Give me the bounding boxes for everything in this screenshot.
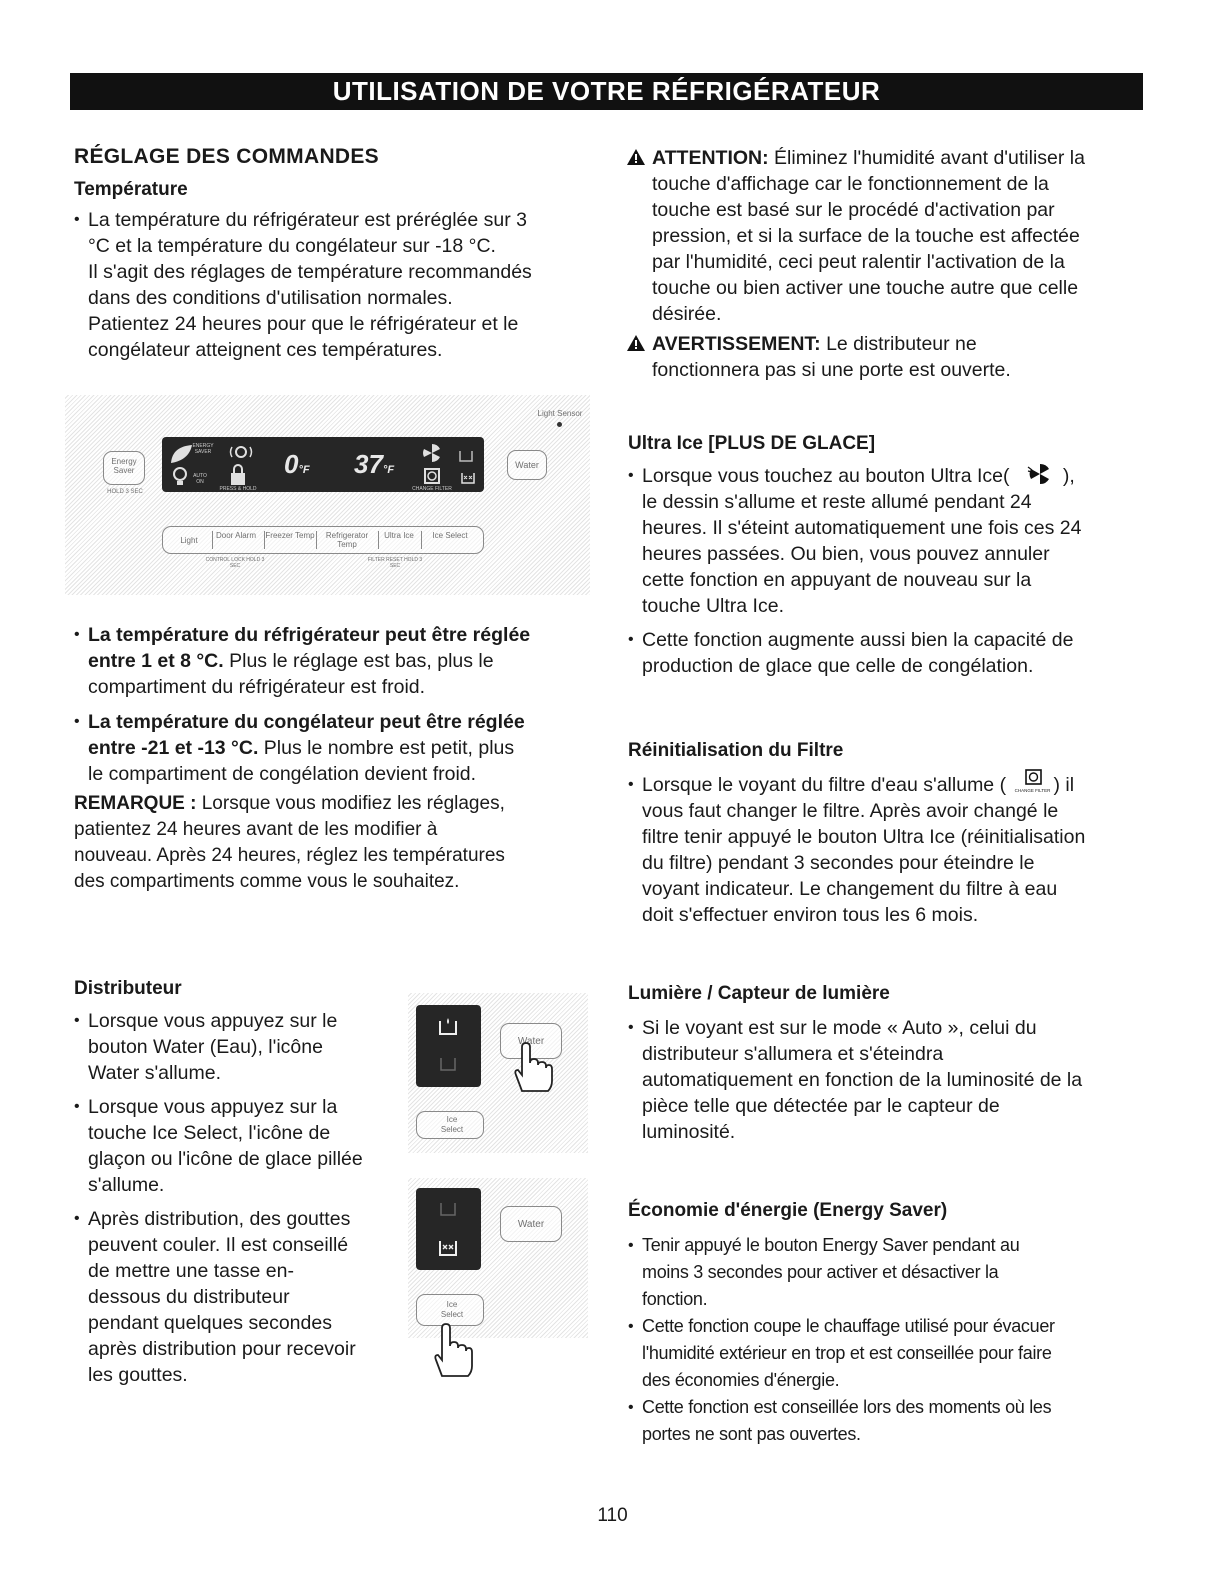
text-line: touche ou bien activer une touche autre que celle: [652, 277, 1079, 299]
text-line: des compartiments comme vous le souhaitez.: [74, 871, 460, 892]
dispenser-section: [74, 978, 394, 1388]
ultra-ice-icon: [422, 443, 442, 463]
text-line: nouveau. Après 24 heures, réglez les températures: [74, 845, 505, 866]
hold-3sec-label: HOLD 3 SEC: [107, 489, 143, 495]
text-line: Water s'allume.: [88, 1062, 222, 1084]
text-line: Il s'agit des réglages de température recommandés: [88, 261, 532, 283]
text-line: touche est basé sur le procédé d'activation par: [652, 199, 1055, 221]
list-item: [628, 772, 1158, 798]
remark-paragraph: [74, 791, 604, 817]
text-line: pendant quelques secondes: [88, 1312, 332, 1334]
warning-label: AVERTISSEMENT:: [652, 333, 821, 355]
filter-reset-label: FILTER RESET HOLD 3 SEC: [367, 557, 423, 569]
ultra-ice-icon: [1027, 463, 1053, 485]
list-item: • Lorsque vous appuyez sur la: [74, 1094, 394, 1120]
filter-reset-list: [628, 772, 1158, 928]
text-line: après distribution pour recevoir: [88, 1338, 356, 1360]
change-filter-icon: [423, 467, 441, 485]
light-sensor-label: Light Sensor: [537, 409, 583, 418]
list-item: • Cette fonction augmente aussi bien la capacité de: [628, 627, 1158, 653]
energy-saver-leaf-icon: [168, 443, 194, 465]
text-line: automatiquement en fonction de la luminosité de la: [642, 1069, 1083, 1091]
ultra-ice-title: Ultra Ice [PLUS DE GLACE]: [628, 433, 876, 454]
energy-saver-section: [628, 1200, 1158, 1448]
press-hold-label: PRESS & HOLD: [219, 486, 257, 492]
text-line: touche Ultra Ice.: [642, 595, 784, 617]
button-divider: [316, 531, 317, 549]
temperature-title: Température: [74, 179, 188, 200]
text-line: Patientez 24 heures pour que le réfrigérateur et le: [88, 313, 519, 335]
dispenser-icon-block: [416, 1005, 481, 1087]
section-title: RÉGLAGE DES COMMANDES: [74, 145, 379, 168]
freezer-range-item: [74, 709, 604, 735]
light-button[interactable]: Light: [180, 536, 198, 545]
freezer-range-rest: Plus le nombre est petit, plus: [258, 737, 515, 759]
list-item: • Cette fonction est conseillée lors des moments où les: [628, 1394, 1158, 1421]
dispenser-illustration-ice: [408, 1178, 588, 1338]
text-line: par l'humidité, ceci peut ralentir l'activation de la: [652, 251, 1065, 273]
text-line: pièce telle que détectée par le capteur de: [642, 1095, 1000, 1117]
dispenser-illustration-water: [408, 993, 588, 1153]
text-line: désirée.: [652, 303, 722, 325]
water-button-label: Water: [517, 1036, 545, 1047]
crushed-ice-icon: [460, 469, 476, 485]
water-button-label: Water: [515, 460, 539, 470]
change-filter-label: CHANGE FILTER: [412, 486, 452, 492]
text-line: le dessin s'allume et reste allumé pendant 24: [642, 491, 1032, 513]
text-line: pression, et si la surface de la touche est affectée: [652, 225, 1080, 247]
page-number: 110: [597, 1505, 628, 1526]
freezer-temp-value: 37: [354, 449, 383, 479]
energy-saver-label: Energy Saver: [111, 457, 137, 475]
list-item: • Lorsque vous appuyez sur le: [74, 1008, 394, 1034]
text-line: dessous du distributeur: [88, 1286, 290, 1308]
list-item: • La température du réfrigérateur est préréglée sur 3: [74, 207, 594, 233]
page-banner: UTILISATION DE VOTRE RÉFRIGÉRATEUR: [70, 73, 1143, 110]
freezer-temp-unit: °F: [382, 464, 395, 476]
text-line: heures. Il s'éteint automatiquement une fois ces 24: [642, 517, 1082, 539]
button-divider: [264, 531, 265, 549]
text-line: les gouttes.: [88, 1364, 188, 1386]
change-filter-icon: [1015, 773, 1051, 795]
text-line: ),: [1062, 465, 1075, 487]
control-panel-illustration: [65, 395, 590, 595]
fridge-range-values: entre 1 et 8 °C.: [88, 650, 224, 672]
warning-triangle-icon: [626, 334, 646, 352]
select-label: Select: [440, 1125, 464, 1134]
lock-icon: [228, 464, 248, 486]
temperature-paragraph: [74, 207, 594, 363]
text-line: moins 3 secondes pour activer et désactiver la: [642, 1262, 999, 1282]
text-line: Lorsque vous modifiez les réglages,: [196, 793, 505, 814]
dispenser-icon-block: [416, 1188, 481, 1270]
energy-saver-small: ENERGY SAVER: [192, 443, 214, 455]
button-divider: [421, 531, 422, 549]
text-line: fonctionnera pas si une porte est ouverte.: [652, 359, 1011, 381]
text-line: des économies d'énergie.: [642, 1370, 840, 1390]
text-line: portes ne sont pas ouvertes.: [642, 1424, 861, 1444]
text-line: congélateur atteignent ces températures.: [88, 339, 443, 361]
water-icon: [437, 1015, 459, 1037]
water-button-label: Water: [517, 1219, 545, 1230]
left-column-ranges: [74, 622, 604, 895]
light-bulb-icon: [172, 466, 188, 488]
text-line: de mettre une tasse en-: [88, 1260, 294, 1282]
dispenser-list: [74, 1008, 394, 1388]
ultra-ice-list: [628, 463, 1158, 679]
freezer-temp-readout: [354, 449, 394, 480]
text-line: doit s'effectuer environ tous les 6 mois.: [642, 904, 979, 926]
freezer-range-values: entre -21 et -13 °C.: [88, 737, 259, 759]
crushed-ice-icon: [437, 1236, 459, 1258]
auto-on-label: AUTO ON: [193, 473, 207, 485]
text-line: touche d'affichage car le fonctionnement de la: [652, 173, 1049, 195]
text-line: vous faut changer le filtre. Après avoir changé le: [642, 800, 1059, 822]
energy-saver-title: Économie d'énergie (Energy Saver): [628, 1200, 948, 1221]
text-line: glaçon ou l'icône de glace pillée: [88, 1148, 363, 1170]
water-dispense-icon: [458, 447, 474, 463]
freezer-range-bold: La température du congélateur peut être réglée: [88, 711, 525, 733]
ultra-ice-button[interactable]: Ultra Ice: [384, 531, 414, 540]
crushed-ice-icon: [438, 1053, 458, 1073]
attention-note: [626, 145, 1156, 171]
filter-reset-title: Réinitialisation du Filtre: [628, 740, 844, 761]
display-screen: [162, 437, 484, 492]
text-line: dans des conditions d'utilisation normales.: [88, 287, 453, 309]
text-line: peuvent couler. Il est conseillé: [88, 1234, 349, 1256]
warning-triangle-icon: [626, 148, 646, 166]
left-column: [74, 145, 594, 363]
text-line: compartiment du réfrigérateur est froid.: [88, 676, 426, 698]
text-line: voyant indicateur. Le changement du filtre à eau: [642, 878, 1058, 900]
light-sensor-list: [628, 1015, 1158, 1145]
warning-note: [626, 331, 1156, 357]
text-line: heures passées. Ou bien, vous pouvez annuler: [642, 543, 1050, 565]
freezer-temp-button[interactable]: Freezer Temp: [265, 531, 315, 540]
filter-reset-section: [628, 740, 1158, 928]
text-line: du filtre) pendant 3 secondes pour éteindre le: [642, 852, 1035, 874]
fridge-range-item: [74, 622, 604, 648]
text-line: ) il: [1053, 774, 1075, 796]
ultra-ice-section: [628, 433, 1158, 679]
text-line: [74, 735, 604, 761]
list-item: • Après distribution, des gouttes: [74, 1206, 394, 1232]
water-icon: [438, 1198, 458, 1218]
refrigerator-temp-button[interactable]: Refrigerator Temp: [325, 531, 369, 549]
text-line: [74, 648, 604, 674]
remark-label: REMARQUE :: [74, 793, 197, 814]
text-line: l'humidité extérieur en trop et est conseillée pour faire: [642, 1343, 1052, 1363]
text-line: Le distributeur ne: [820, 333, 977, 355]
hand-pointer-icon: [428, 1318, 474, 1378]
text-line: Éliminez l'humidité avant d'utiliser la: [768, 147, 1085, 169]
fridge-temp-unit: °F: [298, 464, 310, 476]
list-item: • Si le voyant est sur le mode « Auto », celui du: [628, 1015, 1158, 1041]
dispenser-title: Distributeur: [74, 978, 182, 999]
text-line: bouton Water (Eau), l'icône: [88, 1036, 323, 1058]
text-line: touche Ice Select, l'icône de: [88, 1122, 331, 1144]
text-line: s'allume.: [88, 1174, 165, 1196]
control-lock-label: CONTROL LOCK HOLD 3 SEC: [205, 557, 265, 569]
text-line: Lorsque vous touchez au bouton Ultra Ice(: [642, 465, 1010, 487]
text-line: cette fonction en appuyant de nouveau sur la: [642, 569, 1032, 591]
list-item: • Tenir appuyé le bouton Energy Saver pendant au: [628, 1232, 1158, 1259]
text-line: °C et la température du congélateur sur -18 °C.: [88, 235, 496, 257]
select-label: Select: [440, 1310, 464, 1319]
text-line: Lorsque le voyant du filtre d'eau s'allume (: [642, 774, 1007, 796]
text-line: distributeur s'allumera et s'éteindra: [642, 1043, 944, 1065]
attention-label: ATTENTION:: [652, 147, 769, 169]
energy-saver-list: [628, 1232, 1158, 1448]
light-sensor-section: [628, 983, 1158, 1145]
light-sensor-title: Lumière / Capteur de lumière: [628, 983, 890, 1004]
door-alarm-button[interactable]: Door Alarm: [215, 531, 256, 540]
alarm-icon: [228, 443, 254, 461]
list-item: • Cette fonction coupe le chauffage utilisé pour évacuer: [628, 1313, 1158, 1340]
text-line: filtre tenir appuyé le bouton Ultra Ice (réinitialisation: [642, 826, 1086, 848]
button-divider: [212, 531, 213, 549]
light-sensor-dot: [557, 422, 562, 427]
fridge-temp-value: 0: [284, 449, 299, 479]
hand-pointer-icon: [508, 1037, 554, 1093]
text-line: patientez 24 heures avant de les modifier à: [74, 819, 438, 840]
button-divider: [378, 531, 379, 549]
text-line: fonction.: [642, 1289, 708, 1309]
change-filter-caption: CHANGE FILTER: [1014, 788, 1051, 793]
text-line: production de glace que celle de congélation.: [642, 655, 1034, 677]
ice-label: Ice: [446, 1300, 458, 1309]
fridge-temp-readout: [284, 449, 310, 480]
fridge-range-rest: Plus le réglage est bas, plus le: [223, 650, 494, 672]
text-line: luminosité.: [642, 1121, 736, 1143]
right-column-warnings: [626, 145, 1156, 383]
ice-select-button[interactable]: Ice Select: [432, 531, 468, 540]
ice-label: Ice: [446, 1115, 458, 1124]
fridge-range-bold: La température du réfrigérateur peut être réglée: [88, 624, 531, 646]
list-item: [628, 463, 1158, 489]
text-line: le compartiment de congélation devient froid.: [88, 763, 477, 785]
